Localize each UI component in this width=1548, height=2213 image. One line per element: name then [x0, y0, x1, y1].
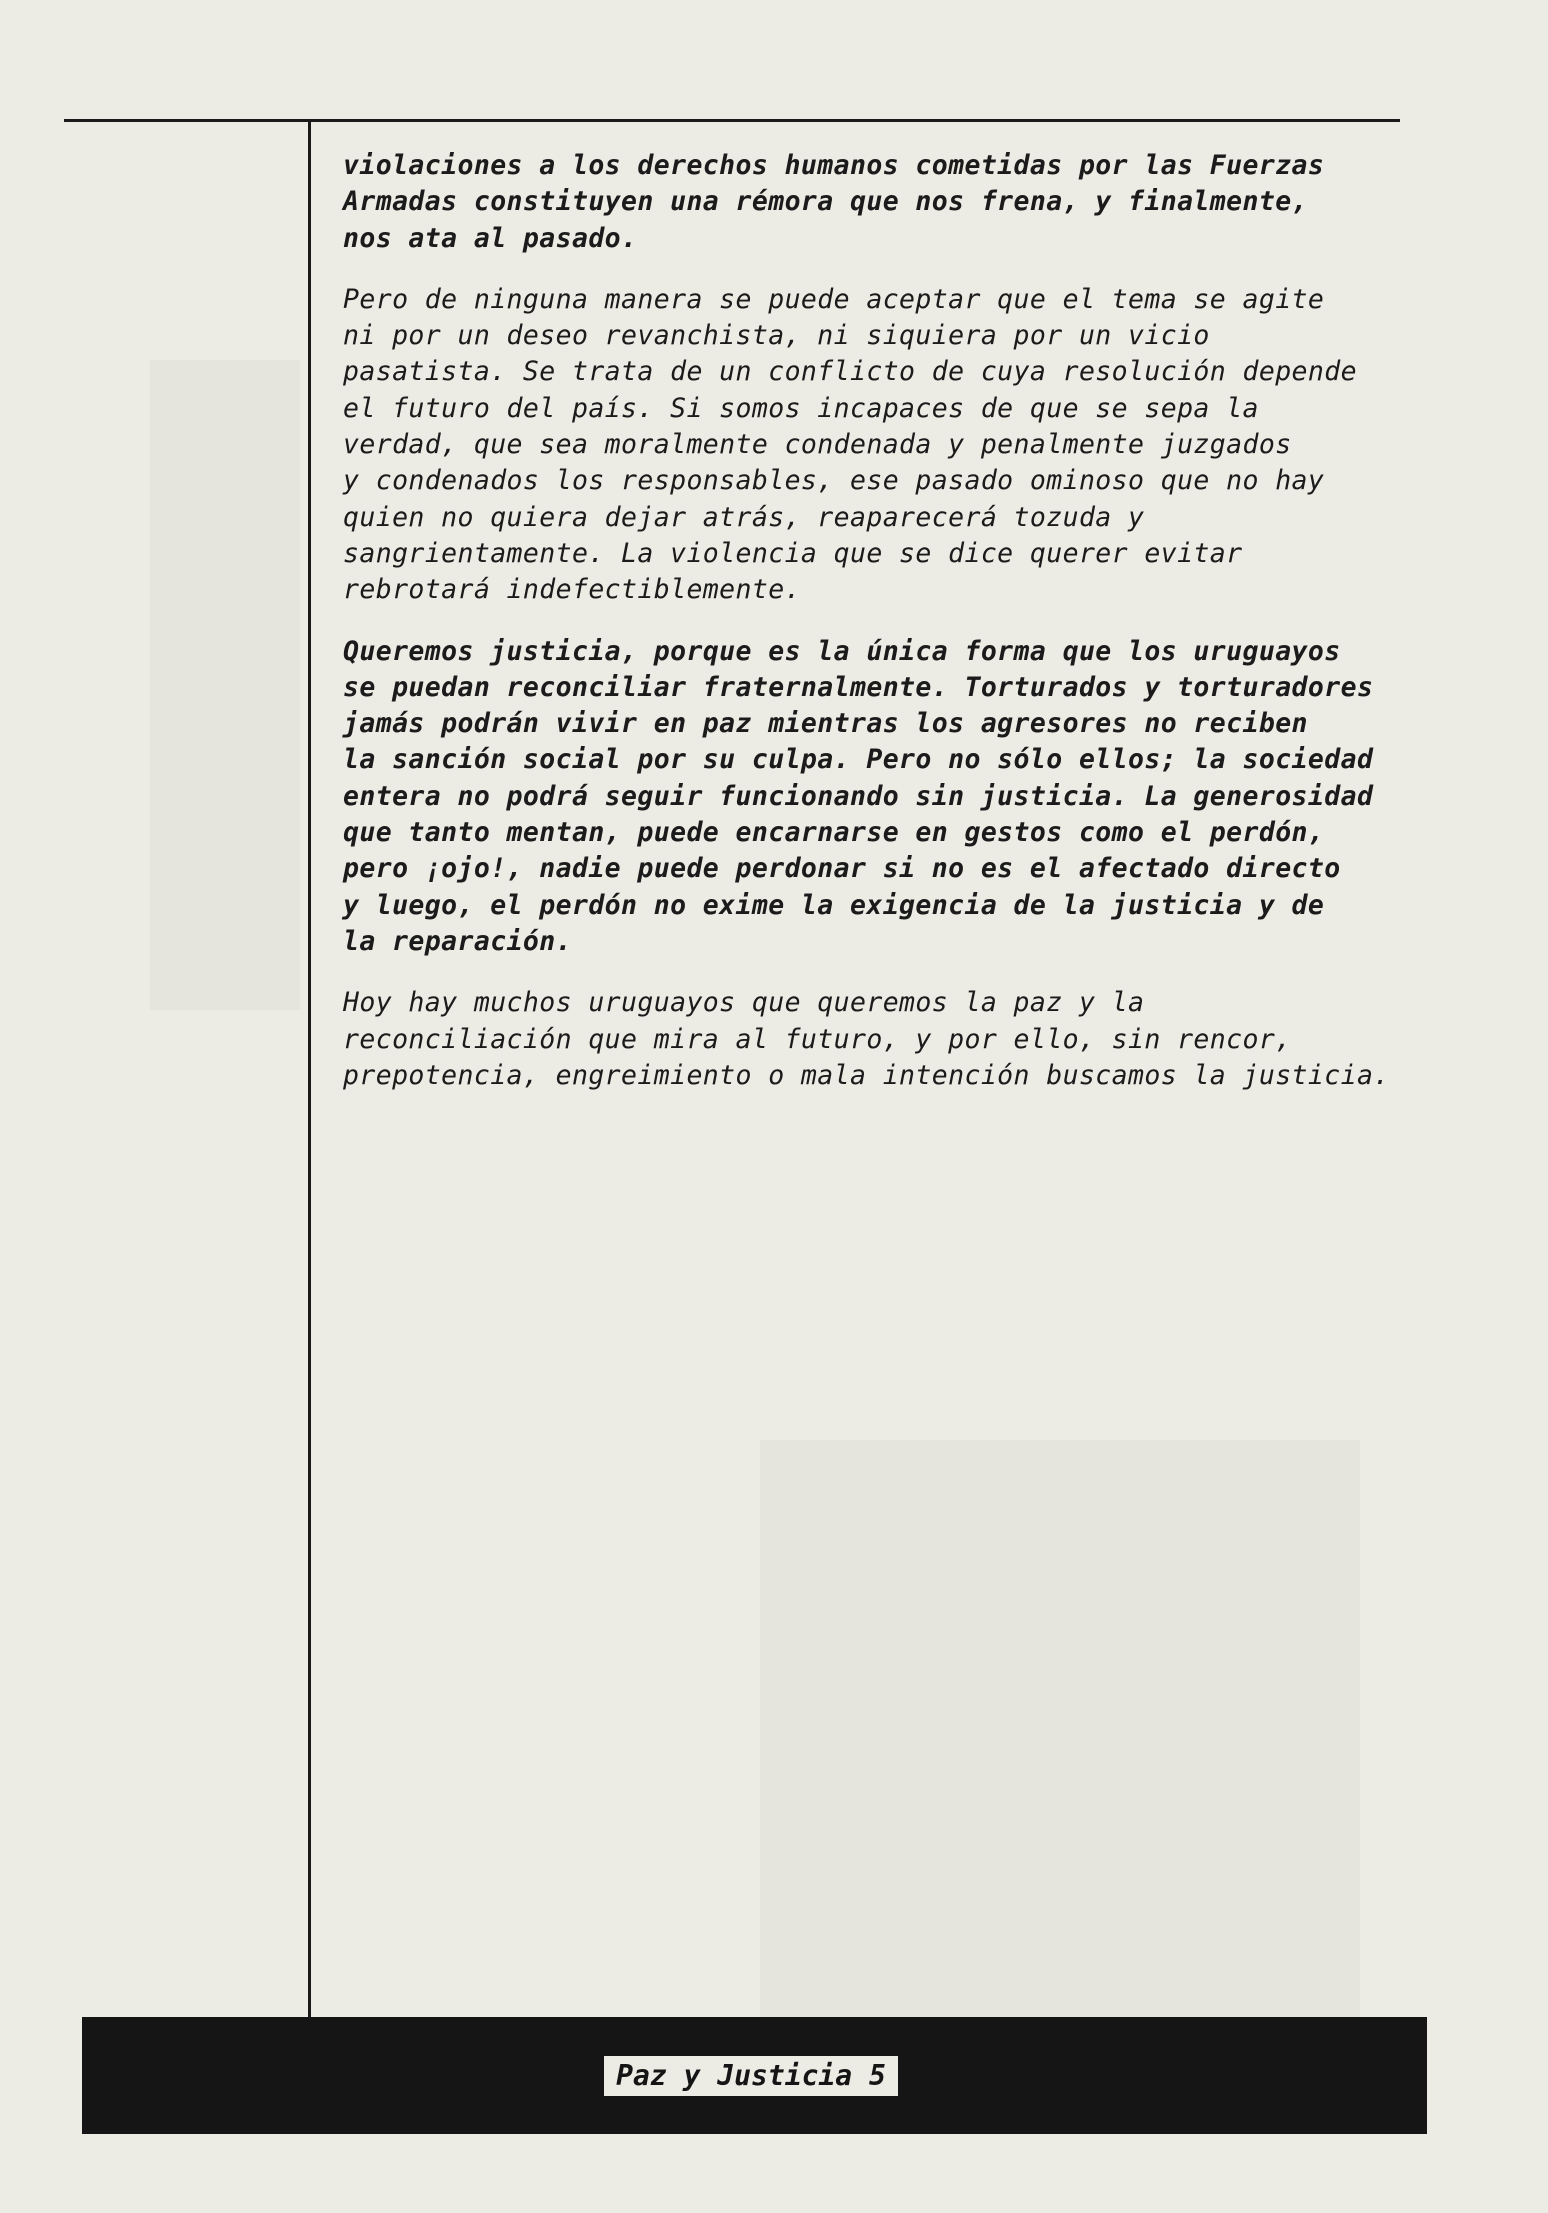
top-rule — [64, 119, 1400, 122]
text-line: verdad, que sea moralmente condenada y penalmente juzgados — [343, 429, 1292, 461]
text-line: Queremos justicia, porque es la única forma que los uruguayos — [343, 635, 1341, 667]
text-line: y condenados los responsables, ese pasado ominoso que no hay — [343, 465, 1325, 497]
text-line: la reparación. — [343, 925, 572, 957]
article-body — [343, 148, 1403, 1119]
text-line: ni por un deseo revanchista, ni siquiera por un vicio — [343, 320, 1210, 352]
bleed-through-shade — [760, 1440, 1360, 2020]
bleed-through-heading — [150, 110, 204, 340]
paragraph-3 — [343, 634, 1403, 961]
text-line: jamás podrán vivir en paz mientras los agresores no reciben — [343, 708, 1308, 740]
text-line: violaciones a los derechos humanos cometidas por las Fuerzas — [343, 150, 1325, 181]
paragraph-1 — [343, 148, 1403, 257]
text-line: quien no quiera dejar atrás, reaparecerá tozuda y — [343, 501, 1145, 533]
text-line: que tanto mentan, puede encarnarse en gestos como el perdón, — [343, 817, 1325, 849]
paragraph-2 — [343, 282, 1403, 609]
text-line: pasatista. Se trata de un conflicto de cuya resolución depende — [343, 356, 1357, 388]
text-line: rebrotará indefectiblemente. — [343, 574, 801, 606]
text-line: la sanción social por su culpa. Pero no sólo ellos; la sociedad — [343, 744, 1374, 776]
text-line: Hoy hay muchos uruguayos que queremos la paz y la — [343, 987, 1145, 1019]
text-line: sangrientamente. La violencia que se dice querer evitar — [343, 537, 1243, 569]
paragraph-4 — [343, 985, 1403, 1094]
text-line: Armadas constituyen una rémora que nos frena, y finalmente, — [343, 186, 1308, 218]
text-line: prepotencia, engreimiento o mala intención buscamos la justicia. — [343, 1059, 1390, 1091]
text-line: entera no podrá seguir funcionando sin justicia. La generosidad — [343, 780, 1374, 812]
text-line: Pero de ninguna manera se puede aceptar que el tema se agite — [343, 283, 1325, 315]
text-line: reconciliación que mira al futuro, y por ello, sin rencor, — [343, 1023, 1292, 1055]
text-line: el futuro del país. Si somos incapaces de que se sepa la — [343, 392, 1259, 424]
bleed-through-shade — [150, 360, 300, 1010]
text-line: se puedan reconciliar fraternalmente. Torturados y torturadores — [343, 671, 1374, 703]
text-line: nos ata al pasado. — [343, 222, 638, 254]
footer-page-label: Paz y Justicia 5 — [602, 2054, 900, 2098]
text-line: y luego, el perdón no exime la exigencia de la justicia y de — [343, 889, 1325, 921]
column-rule — [308, 119, 311, 2037]
text-line: pero ¡ojo!, nadie puede perdonar si no es el afectado directo — [343, 853, 1341, 885]
